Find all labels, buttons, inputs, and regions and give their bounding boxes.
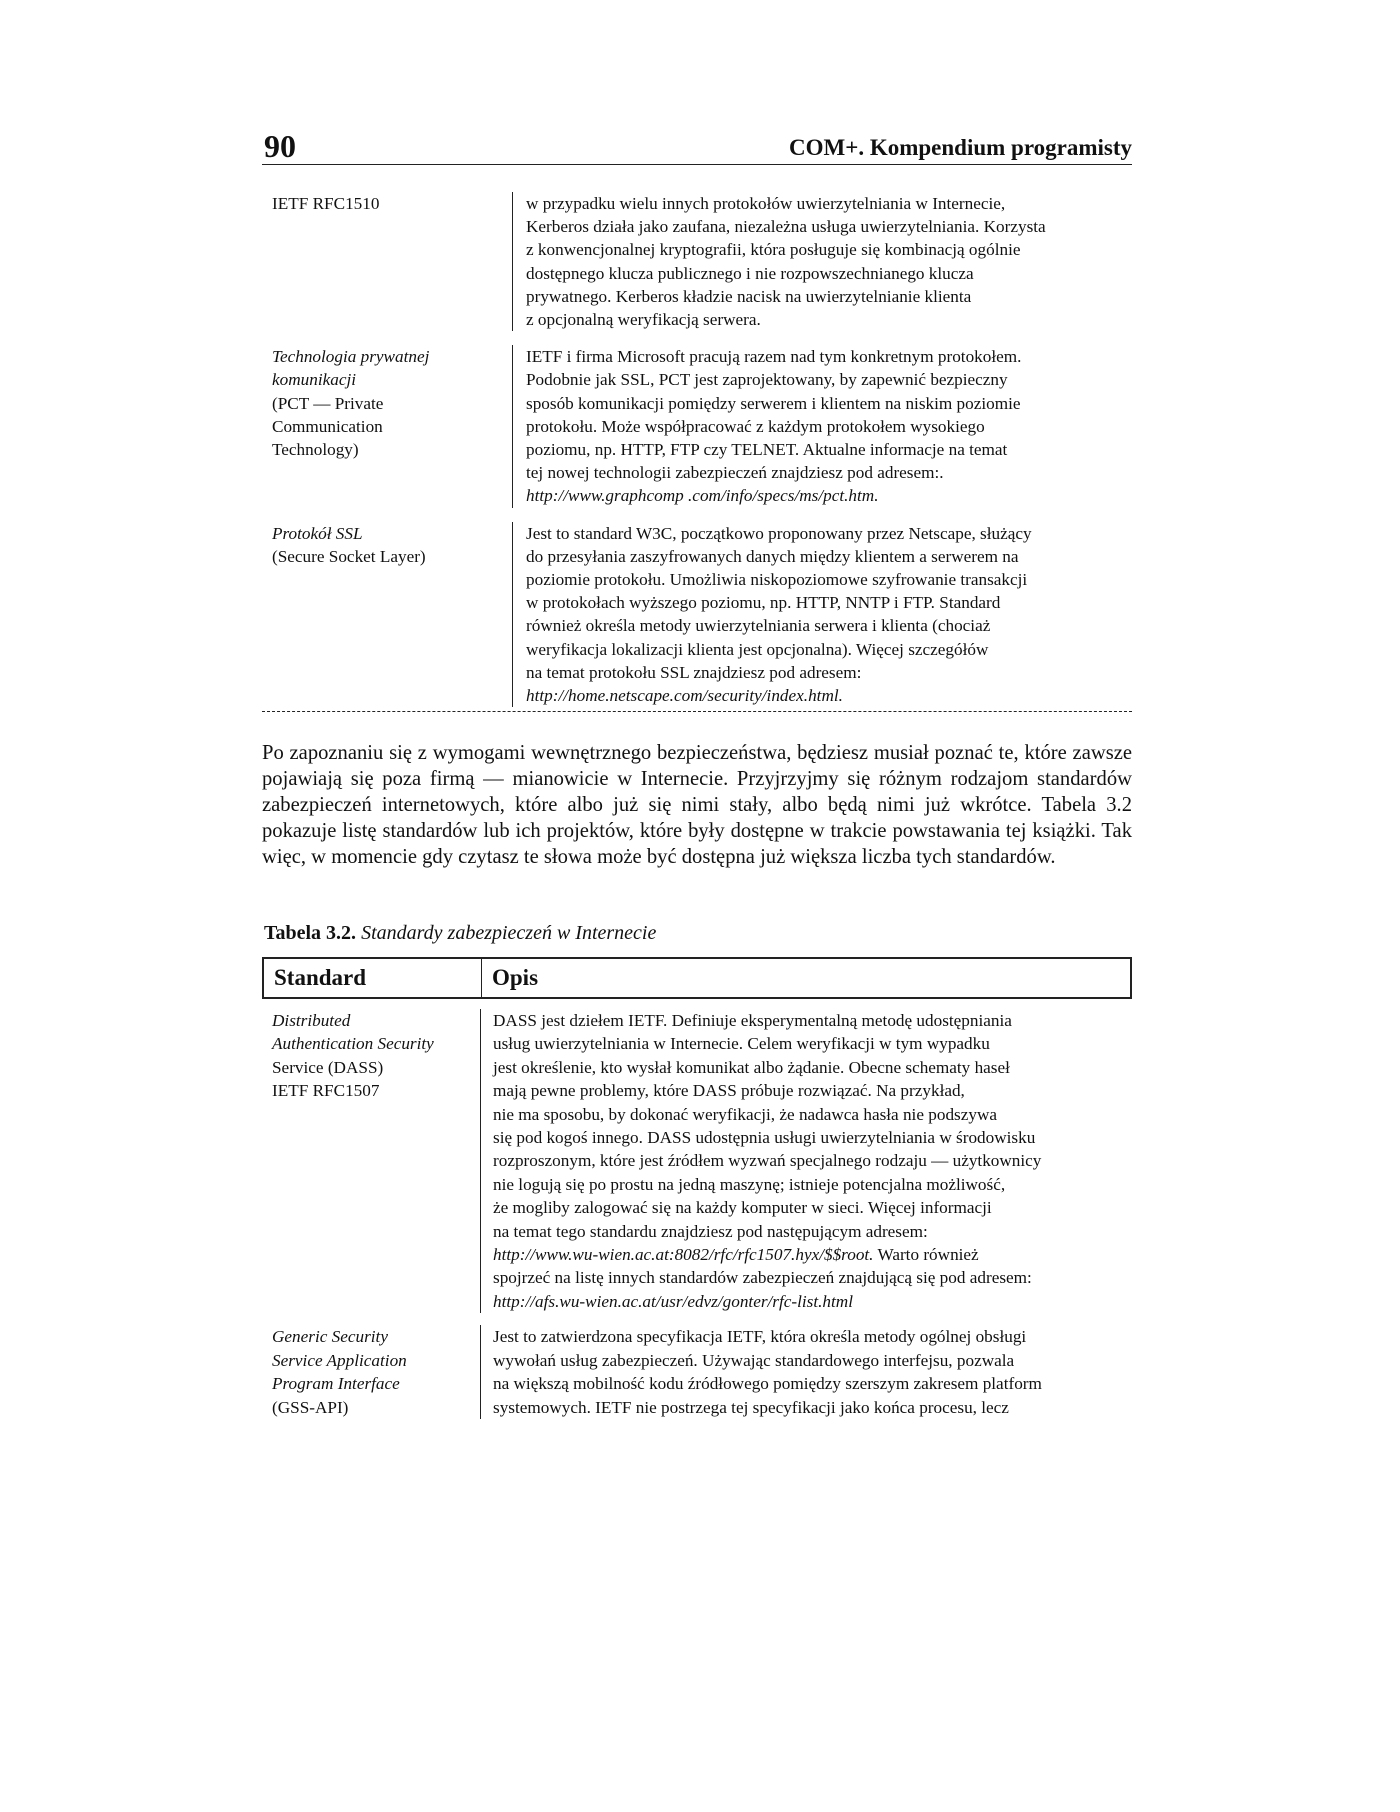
standard-name [262, 1325, 480, 1419]
table-caption [264, 920, 1134, 946]
standard-name-line: IETF RFC1507 [272, 1081, 380, 1101]
description-line: IETF i firma Microsoft pracują razem nad tym konkretnym protokołem. [526, 347, 1022, 367]
description-text: nie logują się po prostu na jedną maszynę; istnieje potencjalna możliwość, [493, 1174, 1006, 1194]
description-text: DASS jest dziełem IETF. Definiuje eksperymentalną metodę udostępniania [493, 1011, 1012, 1030]
description-line [493, 1266, 1132, 1289]
table-row [262, 192, 1132, 345]
description-text: systemowych. IETF nie postrzega tej specyfikacji jako końca procesu, lecz [493, 1397, 1009, 1417]
description-line [493, 1220, 1132, 1243]
description-text: nie ma sposobu, by dokonać weryfikacji, że nadawca hasła nie podszywa [493, 1104, 997, 1124]
table-row [262, 522, 1132, 712]
term-line: IETF RFC1510 [272, 194, 380, 213]
description-line: tej nowej technologii zabezpieczeń znajdziesz pod adresem:. [526, 463, 944, 483]
description-text: na temat tego standardu znajdziesz pod następującym adresem: [493, 1221, 928, 1241]
page-number: 90 [264, 128, 296, 164]
continued-table [262, 192, 1132, 712]
description-text: http://afs.wu-wien.ac.at/usr/edvz/gonter/rfc-list.html [493, 1291, 853, 1311]
description-line [493, 1325, 1132, 1348]
description-text: http://www.wu-wien.ac.at:8082/rfc/rfc1507.hyx/$$root. [493, 1245, 874, 1265]
description-line [493, 1032, 1132, 1055]
term-line: Protokół SSL [272, 523, 363, 543]
book-title: COM+. Kompendium programisty [789, 135, 1132, 160]
description-line: weryfikacja lokalizacji klienta jest opcjonalna). Więcej szczegółów [526, 639, 989, 659]
description-line [493, 1290, 1132, 1313]
description-line [493, 1349, 1132, 1372]
term-line: (PCT — Private [272, 393, 384, 413]
description-line [493, 1243, 1132, 1266]
description-line [493, 1079, 1132, 1102]
row-description [512, 522, 1132, 708]
description-line: poziomu, np. HTTP, FTP czy TELNET. Aktualne informacje na temat [526, 440, 1008, 460]
row-description [512, 345, 1132, 507]
description-line [493, 1396, 1132, 1419]
description-line: http://www.graphcomp .com/info/specs/ms/pct.htm. [526, 486, 879, 506]
description-line: prywatnego. Kerberos kładzie nacisk na uwierzytelnianie klienta [526, 286, 972, 306]
description-line: w protokołach wyższego poziomu, np. HTTP, NNTP i FTP. Standard [526, 593, 1001, 613]
description-line [493, 1149, 1132, 1172]
description-line [493, 1009, 1132, 1032]
description-text: jest określenie, kto wysłał komunikat albo żądanie. Obecne schematy haseł [493, 1057, 1010, 1077]
standard-description [480, 1009, 1132, 1313]
description-line: do przesyłania zaszyfrowanych danych między klientem a serwerem na [526, 546, 1019, 566]
description-suffix: Warto również [873, 1245, 979, 1265]
term-line: Technology) [272, 440, 359, 460]
standards-table [262, 957, 1132, 1431]
standard-name-line: Program Interface [272, 1374, 400, 1394]
description-line: na temat protokołu SSL znajdziesz pod adresem: [526, 662, 862, 682]
description-text: Jest to zatwierdzona specyfikacja IETF, która określa metody ogólnej obsługi [493, 1327, 1027, 1347]
caption-text: Standardy zabezpieczeń w Internecie [361, 922, 657, 944]
row-description [512, 192, 1132, 331]
description-text: wywołań usług zabezpieczeń. Używając standardowego interfejsu, pozwala [493, 1350, 1015, 1370]
row-term [262, 522, 512, 708]
description-line: protokołu. Może współpracować z każdym protokołem wysokiego [526, 416, 985, 436]
row-term [262, 345, 512, 507]
table-row [262, 1009, 1132, 1325]
term-line: Technologia prywatnej [272, 347, 430, 367]
description-text: się pod kogoś innego. DASS udostępnia usługi uwierzytelniania w środowisku [493, 1128, 1036, 1148]
description-line: sposób komunikacji pomiędzy serwerem i klientem na niskim poziomie [526, 393, 1021, 413]
description-line: dostępnego klucza publicznego i nie rozpowszechnianego klucza [526, 263, 974, 283]
table-header-row [262, 957, 1132, 999]
standard-name-line: (GSS-API) [272, 1397, 349, 1417]
description-text: że mogliby zalogować się na każdy komputer w sieci. Więcej informacji [493, 1198, 992, 1218]
header-standard: Standard [264, 959, 482, 997]
standard-name-line: Distributed [272, 1011, 351, 1030]
caption-label: Tabela 3.2. [264, 922, 357, 944]
description-line: Jest to standard W3C, początkowo proponowany przez Netscape, służący [526, 523, 1032, 543]
table-body [262, 999, 1132, 1431]
standard-name-line: Service Application [272, 1350, 407, 1370]
description-line: z opcjonalną weryfikacją serwera. [526, 310, 761, 330]
term-line: komunikacji [272, 370, 356, 390]
standard-name-line: Generic Security [272, 1327, 388, 1347]
description-line: Podobnie jak SSL, PCT jest zaprojektowany, by zapewnić bezpieczny [526, 370, 1008, 390]
term-line: Communication [272, 416, 383, 436]
description-text: mają pewne problemy, które DASS próbuje rozwiązać. Na przykład, [493, 1081, 965, 1101]
table-row [262, 345, 1132, 521]
description-text: spojrzeć na listę innych standardów zabezpieczeń znajdującą się pod adresem: [493, 1268, 1032, 1288]
description-line: również określa metody uwierzytelniania serwera i klienta (chociaż [526, 616, 991, 636]
description-line: z konwencjonalnej kryptografii, która posługuje się kombinacją ogólnie [526, 240, 1021, 260]
description-line [493, 1056, 1132, 1079]
description-text: na większą mobilność kodu źródłowego pomiędzy szerszym zakresem platform [493, 1374, 1042, 1394]
body-paragraph: Po zapoznaniu się z wymogami wewnętrznego bezpieczeństwa, będziesz musiał poznać te, które zawsze pojawiają się poza firmą — mianowicie w Internecie. Przyjrzyjmy się różnym rodzajom standardów zabezpieczeń internetowych, które albo już się nimi stały, albo będą nimi już wkrótce. Tabela 3.2 pokazuje listę standardów lub ich projektów, które były dostępne w trakcie powstawania tej książki. Tak więc, w momencie gdy czytasz te słowa może być dostępna już większa liczba tych standardów. [262, 742, 1132, 868]
description-line [493, 1103, 1132, 1126]
description-text: rozproszonym, które jest źródłem wyzwań specjalnego rodzaju — użytkownicy [493, 1151, 1042, 1171]
table-row [262, 1325, 1132, 1431]
description-line [493, 1173, 1132, 1196]
standard-description [480, 1325, 1132, 1419]
standard-name-line: Authentication Security [272, 1034, 434, 1054]
term-line: (Secure Socket Layer) [272, 546, 426, 566]
header-opis: Opis [492, 965, 539, 990]
row-term [262, 192, 512, 331]
description-line [493, 1196, 1132, 1219]
description-line: http://home.netscape.com/security/index.html. [526, 686, 843, 706]
standard-name-line: Service (DASS) [272, 1057, 384, 1077]
description-line: Kerberos działa jako zaufana, niezależna usługa uwierzytelniania. Korzysta [526, 217, 1046, 237]
description-text: usług uwierzytelniania w Internecie. Celem weryfikacji w tym wypadku [493, 1034, 990, 1054]
standard-name [262, 1009, 480, 1313]
page-header [262, 128, 1132, 165]
description-line [493, 1372, 1132, 1395]
description-line: w przypadku wielu innych protokołów uwierzytelniania w Internecie, [526, 194, 1006, 213]
description-line: poziomie protokołu. Umożliwia niskopoziomowe szyfrowanie transakcji [526, 570, 1028, 590]
description-line [493, 1126, 1132, 1149]
